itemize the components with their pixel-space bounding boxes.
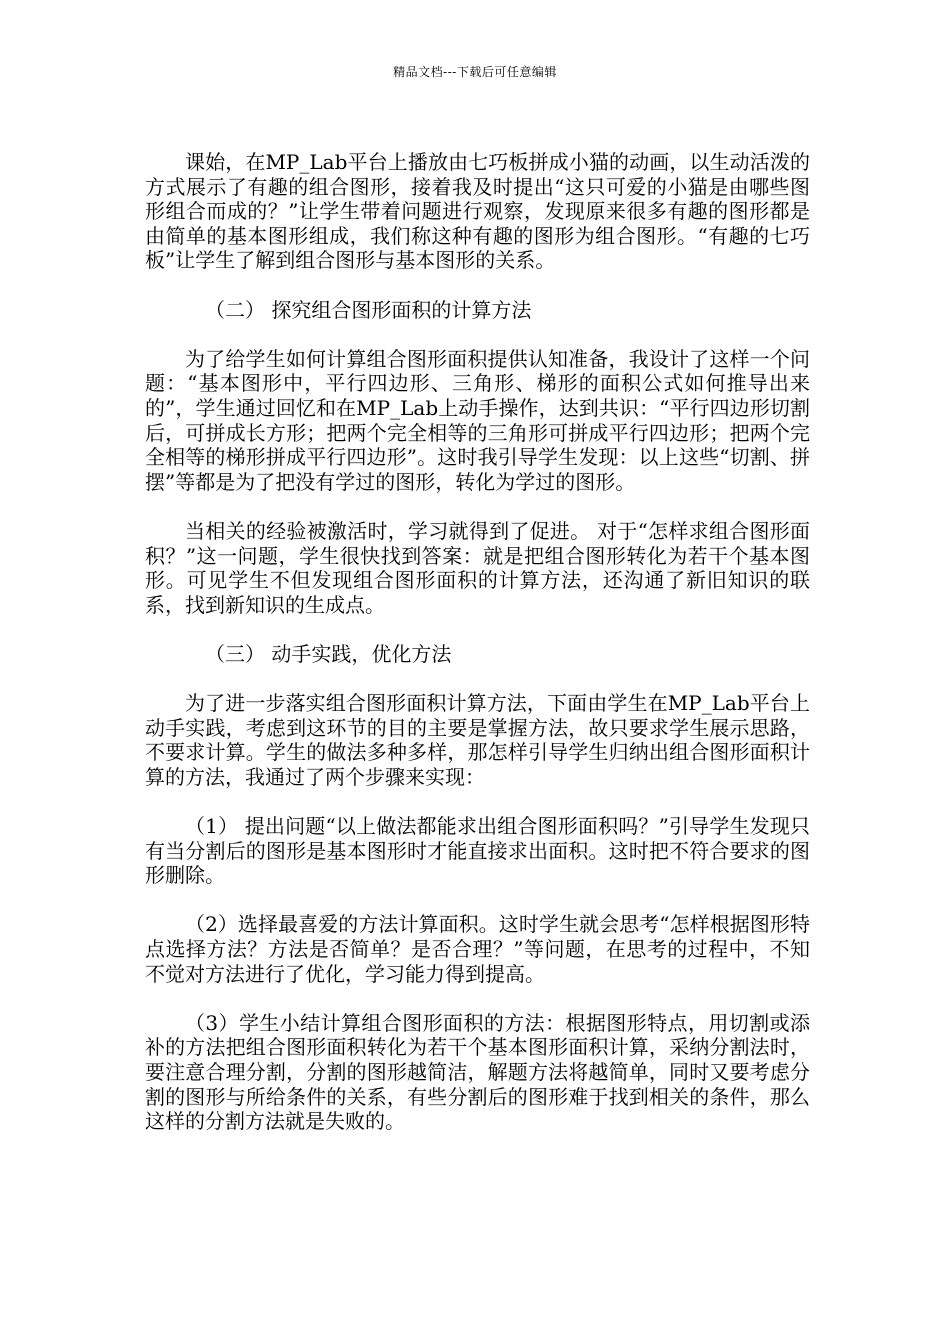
section-heading-2: （二） 探究组合图形面积的计算方法 [205, 297, 532, 322]
document-body [145, 150, 810, 1158]
section-heading-3: （三） 动手实践，优化方法 [205, 641, 452, 666]
paragraph-step-2: （2）选择最喜爱的方法计算面积。这时学生就会思考“怎样根据图形特点选择方法？方法是否简单？是否合理？”等问题，在思考的过程中，不知不觉对方法进行了优化，学习能力得到提高。 [145, 912, 810, 986]
paragraph-practice: 为了进一步落实组合图形面积计算方法，下面由学生在MP_Lab平台上动手实践，考虑到这环节的目的主要是掌握方法，故只要求学生展示思路，不要求计算。学生的做法多种多样，那怎样引导学生归纳出组合图形面积计算的方法，我通过了两个步骤来实现： [145, 691, 810, 789]
paragraph-experience: 当相关的经验被激活时，学习就得到了促进。 对于“怎样求组合图形面积？”这一问题，学生很快找到答案：就是把组合图形转化为若干个基本图形。可见学生不但发现组合图形面积的计算方法，还沟通了新旧知识的联系，找到新知识的生成点。 [145, 518, 810, 617]
paragraph-step-3: （3）学生小结计算组合图形面积的方法：根据图形特点，用切割或添补的方法把组合图形面积转化为若干个基本图形面积计算，采纳分割法时，要注意合理分割，分割的图形越简洁，解题方法将越简单，同时又要考虑分割的图形与所给条件的关系，有些分割后的图形难于找到相关的条件，那么这样的分割方法就是失败的。 [145, 1010, 810, 1134]
paragraph-intro: 课始，在MP_Lab平台上播放由七巧板拼成小猫的动画，以生动活泼的方式展示了有趣的组合图形，接着我及时提出“这只可爱的小猫是由哪些图形组合而成的？”让学生带着问题进行观察，发现原来很多有趣的图形都是由简单的基本图形组成，我们称这种有趣的图形为组合图形。“有趣的七巧板”让学生了解到组合图形与基本图形的关系。 [145, 150, 810, 273]
paragraph-cognitive-prep: 为了给学生如何计算组合图形面积提供认知准备，我设计了这样一个问题：“基本图形中，平行四边形、三角形、梯形的面积公式如何推导出来的”，学生通过回忆和在MP_Lab上动手操作，达到共识：“平行四边形切割后，可拼成长方形；把两个完全相等的三角形可拼成平行四边形；把两个完全相等的梯形拼成平行四边形”。这时我引导学生发现：以上这些“切割、拼摆”等都是为了把没有学过的图形，转化为学过的图形。 [145, 346, 810, 494]
paragraph-step-1: （1） 提出问题“以上做法都能求出组合图形面积吗？”引导学生发现只有当分割后的图形是基本图形时才能直接求出面积。这时把不符合要求的图形删除。 [145, 814, 810, 888]
page-header: 精品文档---下载后可任意编辑 [393, 65, 557, 79]
